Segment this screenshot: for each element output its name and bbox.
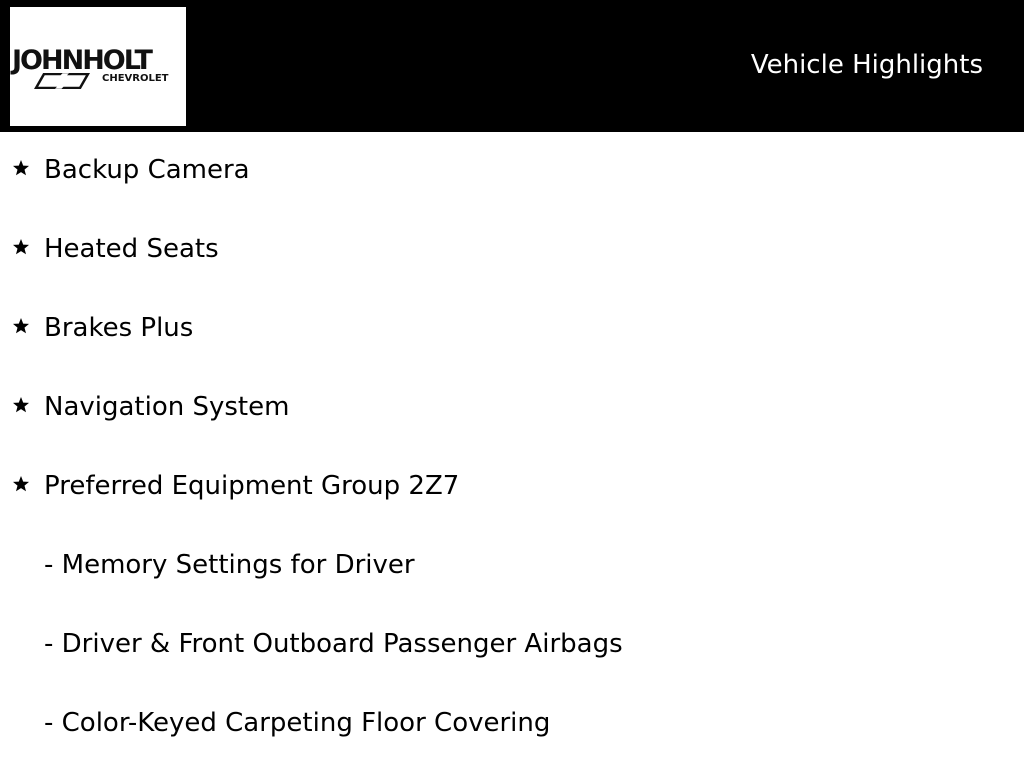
logo-main-text: JOHNHOLT (12, 45, 151, 76)
star-icon (11, 474, 31, 494)
highlight-text: Brakes Plus (44, 313, 194, 343)
highlight-text: Preferred Equipment Group 2Z7 (44, 471, 460, 501)
list-item (0, 229, 1024, 308)
list-item (0, 150, 1024, 229)
list-item (0, 387, 1024, 466)
list-item (0, 466, 1024, 545)
highlight-text: Heated Seats (44, 234, 219, 264)
star-icon (11, 316, 31, 336)
sub-highlight-text: - Color-Keyed Carpeting Floor Covering (44, 708, 551, 738)
list-item (0, 624, 1024, 703)
list-item (0, 545, 1024, 624)
list-item (0, 703, 1024, 782)
list-item (0, 308, 1024, 387)
sub-highlight-text: - Memory Settings for Driver (44, 550, 415, 580)
sub-highlight-text: - Driver & Front Outboard Passenger Airbags (44, 629, 623, 659)
page-title: Vehicle Highlights (750, 50, 983, 80)
star-icon (11, 237, 31, 257)
highlights-list (0, 150, 1024, 782)
highlight-text: Backup Camera (44, 155, 250, 185)
logo-sub-text: CHEVROLET (102, 73, 169, 84)
chevrolet-bowtie-icon (34, 73, 98, 89)
dealer-logo (10, 7, 186, 126)
header-bar (0, 0, 1024, 132)
star-icon (11, 158, 31, 178)
star-icon (11, 395, 31, 415)
highlight-text: Navigation System (44, 392, 290, 422)
